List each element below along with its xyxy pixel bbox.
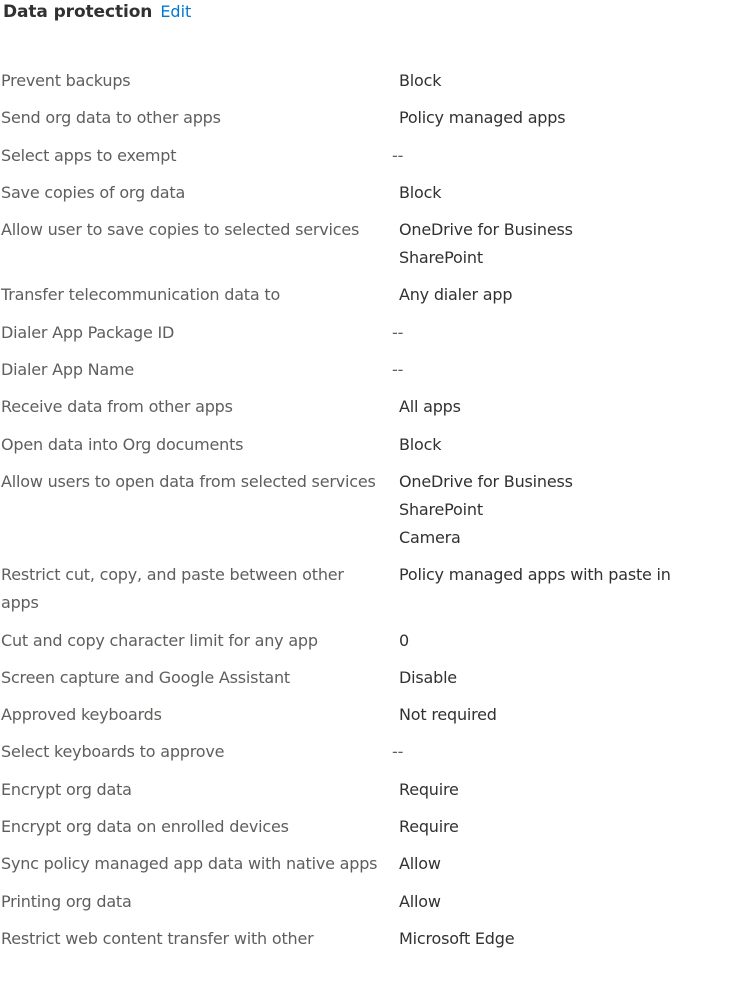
- setting-label: Allow users to open data from selected services: [1, 471, 376, 491]
- setting-value: [392, 67, 750, 95]
- setting-value: [392, 104, 750, 132]
- setting-row: [0, 142, 750, 170]
- setting-row: [0, 888, 750, 916]
- setting-label: Restrict cut, copy, and paste between other apps: [1, 565, 344, 613]
- setting-label: Open data into Org documents: [1, 434, 244, 454]
- setting-row: [0, 627, 750, 655]
- setting-value: [392, 393, 750, 421]
- setting-value: [392, 468, 750, 552]
- setting-value-line: Disable: [399, 667, 457, 687]
- setting-value-line: SharePoint: [399, 248, 483, 268]
- setting-value: [392, 813, 750, 841]
- setting-row: [0, 216, 750, 272]
- setting-value-line: --: [392, 322, 404, 342]
- setting-row: [0, 925, 750, 953]
- setting-row: [0, 281, 750, 309]
- setting-value-line: OneDrive for Business: [399, 471, 573, 491]
- setting-value: [392, 627, 750, 655]
- setting-value-line: Require: [399, 779, 459, 799]
- setting-label: Screen capture and Google Assistant: [1, 667, 291, 687]
- setting-label: Send org data to other apps: [1, 108, 221, 128]
- setting-row: [0, 356, 750, 384]
- setting-row: [0, 468, 750, 552]
- setting-label: Cut and copy character limit for any app: [1, 630, 318, 650]
- setting-value-line: Any dialer app: [399, 285, 513, 305]
- setting-value-line: Allow: [399, 891, 441, 911]
- setting-value-line: Block: [399, 434, 442, 454]
- setting-label: Select keyboards to approve: [1, 742, 225, 762]
- setting-row: [0, 393, 750, 421]
- setting-value-line: --: [392, 145, 404, 165]
- setting-label: Restrict web content transfer with other: [1, 928, 314, 948]
- setting-value-line: SharePoint: [399, 499, 483, 519]
- setting-row: [0, 738, 750, 766]
- setting-value: [392, 701, 750, 729]
- setting-label: Save copies of org data: [1, 182, 186, 202]
- setting-value: [392, 356, 750, 384]
- setting-row: [0, 813, 750, 841]
- setting-value: [392, 216, 750, 272]
- setting-value-line: --: [392, 742, 404, 762]
- setting-label: Select apps to exempt: [1, 145, 177, 165]
- setting-value-line: Block: [399, 71, 442, 90]
- setting-value-line: Require: [399, 817, 459, 837]
- setting-row: [0, 67, 750, 95]
- setting-value-line: Block: [399, 182, 442, 202]
- setting-value: [392, 738, 750, 766]
- setting-row: [0, 319, 750, 347]
- setting-value: [392, 561, 750, 589]
- setting-value: [392, 431, 750, 459]
- setting-value-line: Not required: [399, 705, 497, 725]
- edit-link[interactable]: Edit: [160, 2, 192, 21]
- setting-value: [392, 179, 750, 207]
- setting-row: [0, 776, 750, 804]
- setting-label: Receive data from other apps: [1, 397, 233, 417]
- setting-value: [392, 888, 750, 916]
- setting-label: Sync policy managed app data with native apps: [1, 854, 378, 874]
- setting-value-line: Policy managed apps with paste in: [399, 565, 671, 585]
- setting-label: Prevent backups: [1, 71, 131, 90]
- setting-label: Dialer App Name: [1, 360, 135, 380]
- setting-label: Allow user to save copies to selected services: [1, 220, 360, 240]
- setting-row: [0, 701, 750, 729]
- setting-value-line: Camera: [399, 527, 461, 547]
- setting-value-line: Microsoft Edge: [399, 928, 515, 948]
- setting-value: [392, 850, 750, 878]
- settings-list: [0, 67, 750, 962]
- setting-value: [392, 925, 750, 953]
- setting-value-line: 0: [399, 630, 409, 650]
- setting-label: Printing org data: [1, 891, 132, 911]
- setting-label: Dialer App Package ID: [1, 322, 175, 342]
- setting-value: [392, 281, 750, 309]
- setting-value: [392, 776, 750, 804]
- setting-label: Approved keyboards: [1, 705, 162, 725]
- setting-row: [0, 850, 750, 878]
- setting-row: [0, 179, 750, 207]
- setting-label: Encrypt org data on enrolled devices: [1, 817, 289, 837]
- setting-value: [392, 319, 750, 347]
- setting-value: [392, 664, 750, 692]
- setting-label: Encrypt org data: [1, 779, 132, 799]
- setting-value-line: All apps: [399, 397, 461, 417]
- setting-value-line: OneDrive for Business: [399, 220, 573, 240]
- setting-label: Transfer telecommunication data to: [1, 285, 281, 305]
- setting-row: [0, 104, 750, 132]
- setting-row: [0, 431, 750, 459]
- setting-value-line: Allow: [399, 854, 441, 874]
- section-title: Data protection: [3, 2, 153, 22]
- setting-row: [0, 561, 750, 617]
- setting-row: [0, 664, 750, 692]
- setting-value-line: --: [392, 360, 404, 380]
- setting-value: [392, 142, 750, 170]
- setting-value-line: Policy managed apps: [399, 108, 566, 128]
- section-header: [3, 2, 191, 30]
